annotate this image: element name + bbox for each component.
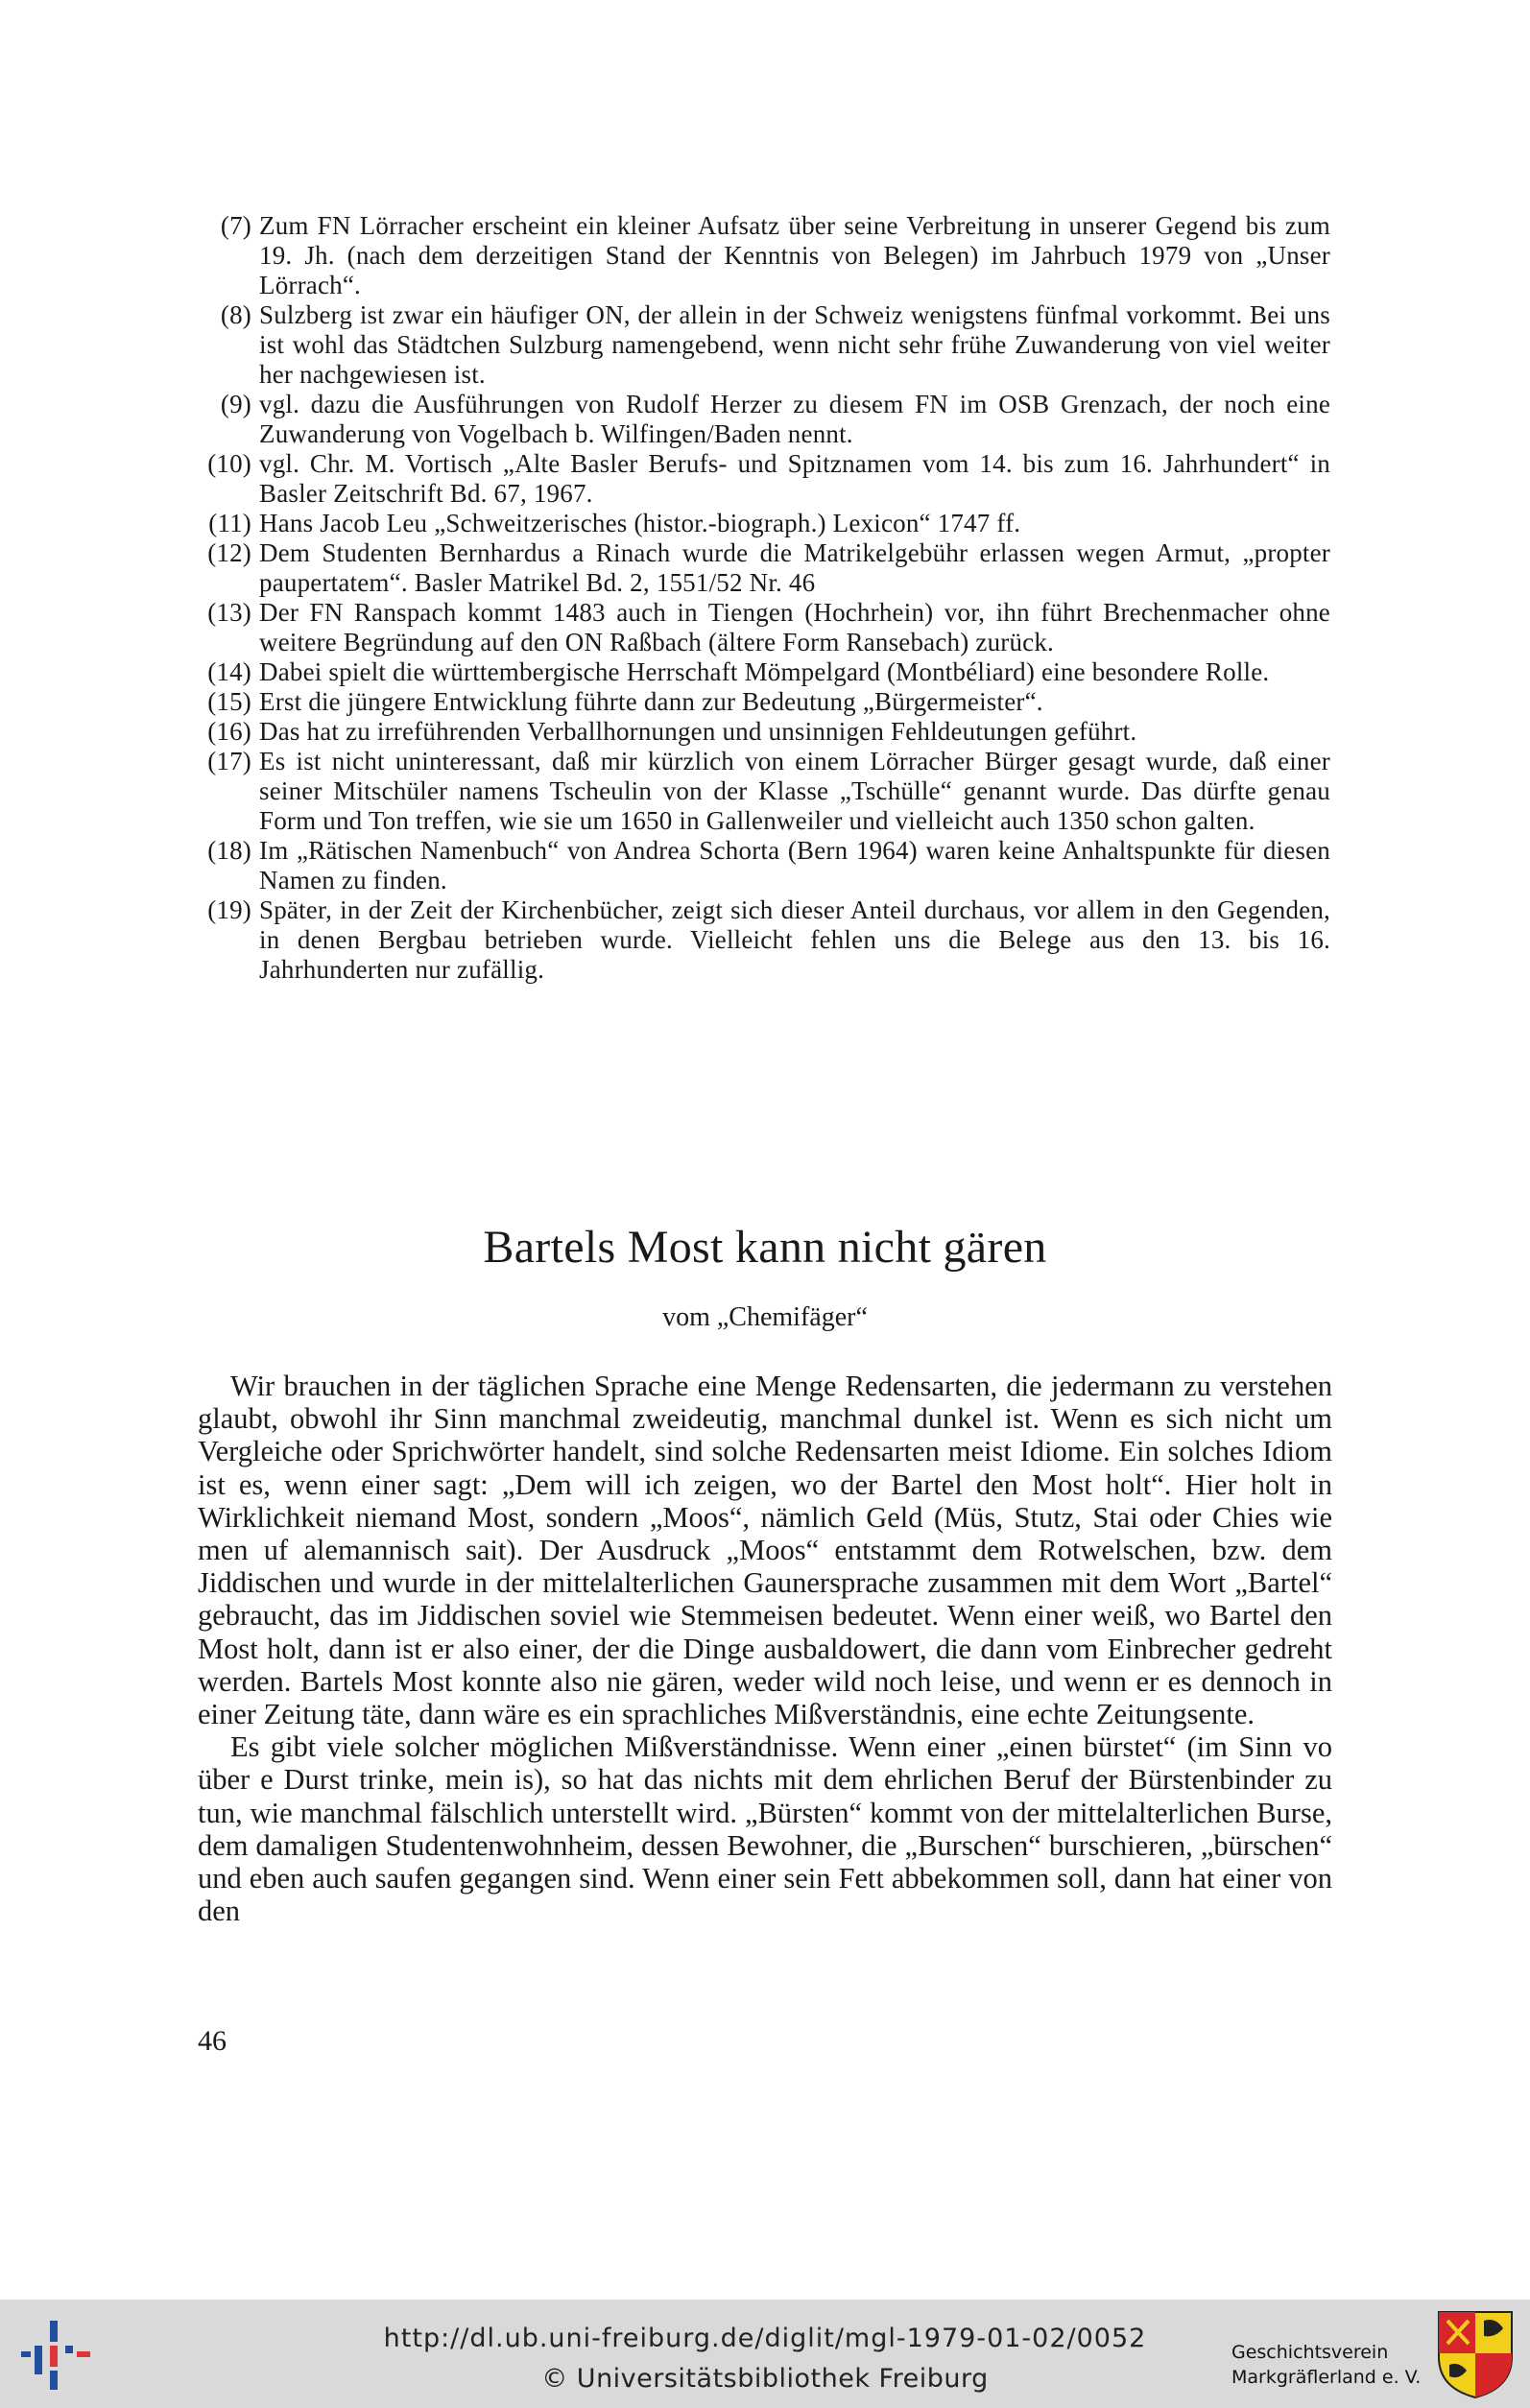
footnote-text: Es ist nicht uninteressant, daß mir kürzlich von einem Lörracher Bürger gesagt wurde, daß einer seiner Mitschüler namens Tscheulin von der Klasse „Tschülle“ genannt wurde. Das dürfte genau Form und Ton treffen, wie sie um 1650 in Gallenweiler und vielleicht auch 1350 schon galten. — [259, 747, 1330, 835]
footnote-text: vgl. Chr. M. Vortisch „Alte Basler Berufs- und Spitznamen vom 14. bis zum 16. Jahrhundert“ in Basler Zeitschrift Bd. 67, 1967. — [259, 449, 1330, 508]
footer-bar — [0, 2300, 1530, 2408]
page-number: 46 — [198, 2025, 227, 2057]
footnotes — [192, 211, 1330, 985]
footnote-15 — [192, 687, 1330, 717]
footnote-number: (10) — [207, 449, 251, 478]
footnote-7 — [192, 211, 1330, 300]
document-url-link[interactable]: http://dl.ub.uni-freiburg.de/diglit/mgl-1979-01-02/0052 — [383, 2324, 1147, 2353]
footnote-number: (15) — [207, 687, 251, 716]
footnote-number: (12) — [207, 538, 251, 567]
footnote-8 — [192, 300, 1330, 390]
footnote-text: Dabei spielt die württembergische Herrschaft Mömpelgard (Montbéliard) eine besondere Rolle. — [259, 657, 1270, 686]
article-byline: vom „Chemifäger“ — [662, 1302, 868, 1332]
society-crest-icon — [1436, 2309, 1515, 2399]
footnote-14 — [192, 657, 1330, 687]
footnote-text: Der FN Ranspach kommt 1483 auch in Tiengen (Hochrhein) vor, ihn führt Brechenmacher ohne weitere Begründung auf den ON Raßbach (ältere Form Ransebach) zurück. — [259, 598, 1330, 656]
footnote-text: Erst die jüngere Entwicklung führte dann zur Bedeutung „Bürgermeister“. — [259, 687, 1043, 716]
footnote-text: Später, in der Zeit der Kirchenbücher, zeigt sich dieser Anteil durchaus, vor allem in den Gegenden, in denen Bergbau betrieben wurde. Vielleicht fehlen uns die Belege aus den 13. bis 16. Jahrhunderten nur zufällig. — [259, 895, 1330, 984]
footnote-text: Das hat zu irreführenden Verballhornungen und unsinnigen Fehldeutungen geführt. — [259, 717, 1137, 746]
footnote-number: (13) — [207, 598, 251, 627]
footnote-number: (18) — [207, 836, 251, 865]
footnote-12 — [192, 538, 1330, 598]
footnote-number: (7) — [220, 211, 251, 240]
footnote-text: Zum FN Lörracher erscheint ein kleiner Aufsatz über seine Verbreitung in unserer Gegend bis zum 19. Jh. (nach dem derzeitigen Stand der Kenntnis von Belegen) im Jahrbuch 1979 von „Unser Lörrach“. — [259, 211, 1330, 299]
footnote-text: Dem Studenten Bernhardus a Rinach wurde die Matrikelgebühr erlassen wegen Armut, „propter paupertatem“. Basler Matrikel Bd. 2, 1551/52 Nr. 46 — [259, 538, 1330, 597]
footnote-number: (16) — [207, 717, 251, 746]
footnote-9 — [192, 390, 1330, 449]
footnote-number: (8) — [220, 300, 251, 329]
footnote-11 — [192, 509, 1330, 538]
article-paragraph-2: Es gibt viele solcher möglichen Mißverständnisse. Wenn einer „einen bürstet“ (im Sinn vo über e Durst trinke, mein is), so hat das nichts mit dem ehrlichen Beruf der Bürstenbinder zu tun, wie manchmal fälschlich unterstellt wird. „Bürsten“ kommt von der mittelalterlichen Burse, dem damaligen Studentenwohnheim, dessen Bewohner, die „Burschen“ burschieren, „bürschen“ und eben auch saufen gegangen sind. Wenn einer sein Fett abbekommen soll, dann hat einer von den — [198, 1730, 1332, 1928]
society-name-line-2: Markgräflerland e. V. — [1231, 2367, 1422, 2388]
footnote-number: (19) — [207, 895, 251, 924]
footnote-17 — [192, 747, 1330, 836]
footnote-text: vgl. dazu die Ausführungen von Rudolf Herzer zu diesem FN im OSB Grenzach, der noch eine Zuwanderung von Vogelbach b. Wilfingen/Baden nennt. — [259, 390, 1330, 448]
footnote-10 — [192, 449, 1330, 509]
footnote-number: (14) — [207, 657, 251, 686]
article-title: Bartels Most kann nicht gären — [483, 1222, 1047, 1273]
footnote-19 — [192, 895, 1330, 985]
footnote-text: Sulzberg ist zwar ein häufiger ON, der allein in der Schweiz wenigstens fünfmal vorkommt. Bei uns ist wohl das Städtchen Sulzburg namengebend, wenn nicht sehr frühe Zuwanderung von viel weiter her nachgewiesen ist. — [259, 300, 1330, 389]
footnote-text: Im „Rätischen Namenbuch“ von Andrea Schorta (Bern 1964) waren keine Anhaltspunkte für diesen Namen zu finden. — [259, 836, 1330, 894]
society-name — [1231, 2340, 1433, 2390]
footnote-number: (9) — [220, 390, 251, 418]
article-body — [198, 1370, 1332, 1927]
footnote-16 — [192, 717, 1330, 747]
copyright-notice: © Universitätsbibliothek Freiburg — [541, 2364, 989, 2394]
footnote-number: (11) — [208, 509, 251, 537]
article-paragraph-1: Wir brauchen in der täglichen Sprache eine Menge Redensarten, die jedermann zu verstehen glaubt, obwohl ihr Sinn manchmal zweideutig, manchmal dunkel ist. Wenn es sich nicht um Vergleiche oder Sprichwörter handelt, sind solche Redensarten meist Idiome. Ein solches Idiom ist es, wenn einer sagt: „Dem will ich zeigen, wo der Bartel den Most holt“. Hier holt in Wirklichkeit niemand Most, sondern „Moos“, nämlich Geld (Müs, Stutz, Stai oder Chies wie men uf alemannisch sait). Der Ausdruck „Moos“ entstammt dem Rotwelschen, bzw. dem Jiddischen und wurde in der mittelalterlichen Gaunersprache zusammen mit dem Wort „Bartel“ gebraucht, das im Jiddischen soviel wie Stemmeisen bedeutet. Wenn einer weiß, wo Bartel den Most holt, dann ist er also einer, der die Dinge ausbaldowert, die dann vom Einbrecher gedreht werden. Bartels Most konnte also nie gären, weder wild noch leise, und wenn er es dennoch in einer Zeitung täte, dann wäre es ein sprachliches Mißverständnis, eine echte Zeitungsente. — [198, 1370, 1332, 1731]
society-name-line-1: Geschichtsverein — [1231, 2342, 1389, 2363]
footnote-text: Hans Jacob Leu „Schweitzerisches (histor.-biograph.) Lexicon“ 1747 ff. — [259, 509, 1021, 537]
footnote-13 — [192, 598, 1330, 657]
footnote-number: (17) — [207, 747, 251, 775]
footnote-18 — [192, 836, 1330, 895]
